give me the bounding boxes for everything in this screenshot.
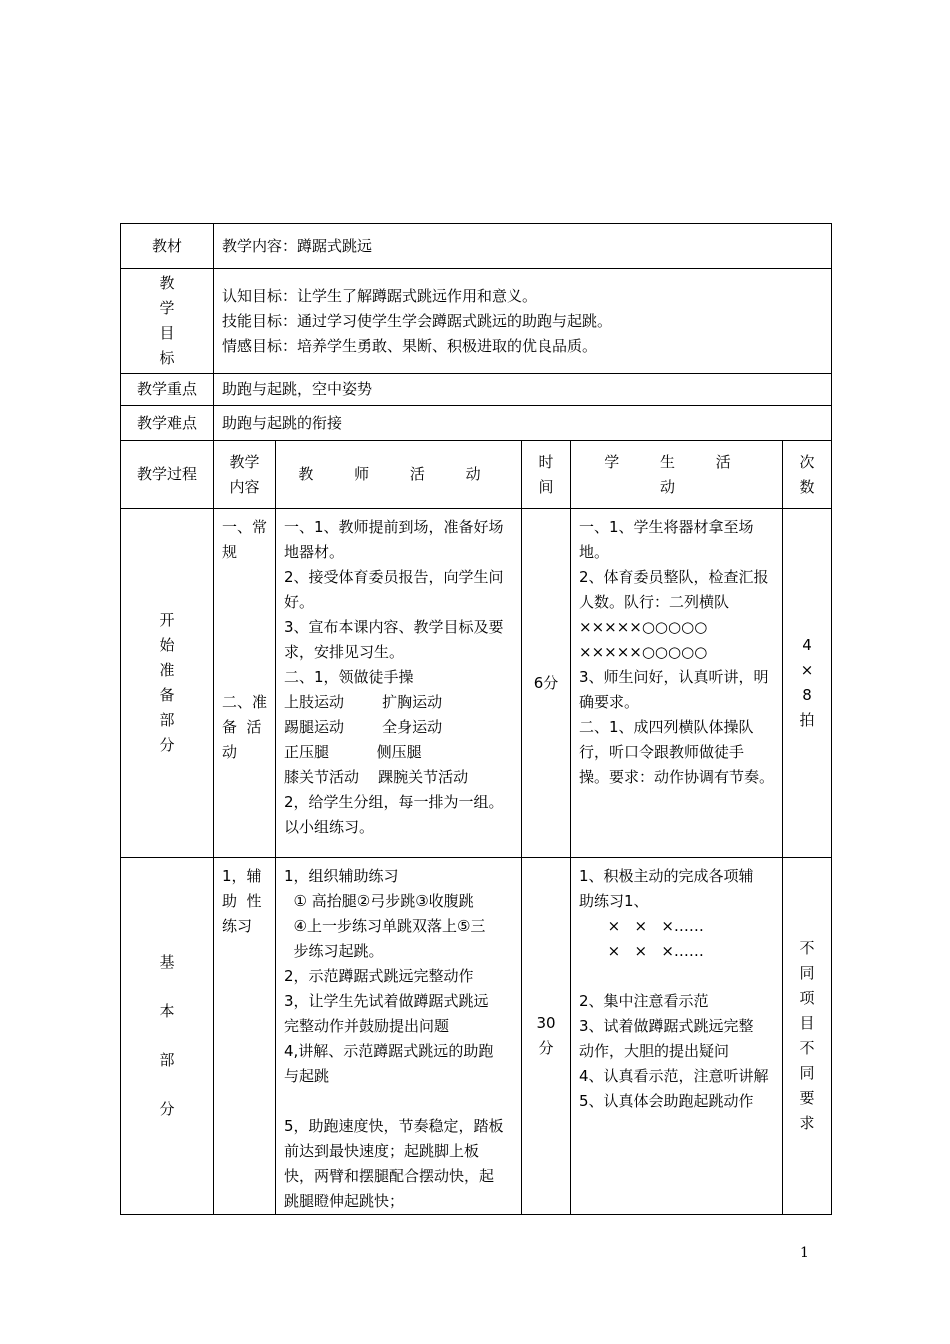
student-activity-line: 一、1、学生将器材拿至场 (579, 518, 754, 536)
lesson-plan-table (120, 223, 832, 1215)
student-activity-line: 操。要求：动作协调有节奏。 (579, 768, 775, 786)
basic-count-char: 目 (799, 1014, 815, 1032)
opening-section-label (121, 509, 214, 858)
teacher-activity-line: 前达到最快速度；起跳脚上板 (284, 1142, 480, 1160)
goal-line: 情感目标：培养学生勇敢、果断、积极进取的优良品质。 (222, 336, 598, 355)
basic-time-char: 分 (538, 1039, 554, 1057)
time-header (522, 441, 571, 509)
student-activity-line: 确要求。 (579, 693, 640, 711)
basic-count-char: 同 (799, 1064, 815, 1082)
difficulty-content: 助跑与起跳的衔接 (214, 406, 832, 441)
opening-count-char: 4 (802, 636, 812, 654)
teacher-activity-line: ④上一步练习单跳双落上⑤三 (284, 917, 486, 935)
teacher-activity-line: 上肢运动 扩胸运动 (284, 693, 443, 711)
basic-label-char: 本 (159, 1002, 175, 1020)
teacher-activity-line: 一、1、教师提前到场，准备好场 (284, 518, 504, 536)
student-activity-line: 2、体育委员整队，检查汇报 (579, 568, 769, 586)
student-activity-line: × × ×…… (579, 942, 704, 960)
student-activity-line: ×××××○○○○○ (579, 643, 708, 661)
focus-content: 助跑与起跳，空中姿势 (214, 374, 832, 406)
teacher-activity-line: 3，让学生先试着做蹲踞式跳远 (284, 992, 489, 1010)
student-activity-line: 助练习1、 (579, 892, 649, 910)
opening-teacher-activity (276, 509, 522, 858)
teacher-activity-line: 与起跳 (284, 1067, 330, 1085)
teacher-activity-line: 膝关节活动 踝腕关节活动 (284, 768, 469, 786)
student-activity-line: 行，听口令跟教师做徒手 (579, 743, 745, 761)
goal-line: 认知目标：让学生了解蹲踞式跳远作用和意义。 (222, 286, 538, 305)
focus-label: 教学重点 (121, 374, 214, 406)
basic-count-char: 求 (799, 1114, 815, 1132)
teacher-activity-line: 好。 (284, 593, 315, 611)
basic-teacher-activity (276, 858, 522, 1215)
student-activity-line: 3、试着做蹲踞式跳远完整 (579, 1017, 754, 1035)
teacher-activity-line: 1，组织辅助练习 (284, 867, 399, 885)
student-activity-line: ×××××○○○○○ (579, 618, 708, 636)
student-activity-line: 3、师生问好，认真听讲，明 (579, 668, 769, 686)
goals-row (121, 269, 832, 374)
opening-student-activity (571, 509, 783, 858)
teacher-activity-line: 二、1，领做徒手操 (284, 668, 414, 686)
page-number: 1 (800, 1245, 809, 1261)
opening-label-char: 开 (159, 611, 175, 629)
teacher-activity-line: 步练习起跳。 (284, 942, 384, 960)
opening-section-content (214, 509, 276, 858)
teacher-activity-line: 以小组练习。 (284, 818, 375, 836)
basic-count-char: 不 (799, 939, 815, 957)
opening-count-char: 拍 (799, 711, 815, 729)
count-header (783, 441, 832, 509)
content-header-char: 内容 (229, 477, 260, 496)
student-activity-line: 5、认真体会助跑起跳动作 (579, 1092, 754, 1110)
opening-label-char: 部 (159, 711, 175, 729)
student-activity-line: 二、1、成四列横队体操队 (579, 718, 754, 736)
goals-label-char: 学 (159, 299, 175, 317)
goal-line: 技能目标：通过学习使学生学会蹲踞式跳远的助跑与起跳。 (222, 311, 613, 330)
time-header-char: 间 (538, 477, 554, 496)
goals-label-char: 标 (159, 349, 175, 367)
basic-section-label (121, 858, 214, 1215)
basic-section-row (121, 858, 832, 1215)
process-header: 教学过程 (121, 441, 214, 509)
student-activity-line: 人数。队行：二列横队 (579, 593, 730, 611)
student-activity-line: 4、认真看示范，注意听讲解 (579, 1067, 769, 1085)
teacher-activity-line: 4,讲解、示范蹲踞式跳远的助跑 (284, 1042, 494, 1060)
goals-label-char: 目 (159, 324, 175, 342)
goals-content (214, 269, 832, 374)
teacher-activity-line: 跳腿瞪伸起跳快； (284, 1192, 405, 1210)
basic-label-char: 分 (159, 1100, 175, 1118)
basic-count-char: 项 (799, 989, 815, 1007)
opening-label-char: 分 (159, 736, 175, 754)
opening-content-line: 一、常 (222, 518, 268, 536)
basic-content-line: 助 性 (222, 892, 262, 910)
opening-label-char: 始 (159, 636, 175, 654)
goals-label-char: 教 (159, 274, 175, 292)
teacher-activity-line: 求，安排见习生。 (284, 643, 405, 661)
student-activity-line: 地。 (579, 543, 610, 561)
basic-student-activity (571, 858, 783, 1215)
difficulty-label: 教学难点 (121, 406, 214, 441)
student-activity-line (579, 964, 774, 989)
basic-time-char: 30 (536, 1014, 556, 1032)
count-header-char: 次 (799, 452, 815, 471)
material-content: 教学内容：蹲踞式跳远 (214, 224, 832, 269)
process-header-row (121, 441, 832, 509)
opening-label-char: 备 (159, 686, 175, 704)
basic-section-content (214, 858, 276, 1215)
student-activity-line: 2、集中注意看示范 (579, 992, 709, 1010)
basic-count-char: 要 (799, 1089, 815, 1107)
student-activity-line: 动作，大胆的提出疑问 (579, 1042, 730, 1060)
basic-label-char: 基 (159, 953, 175, 971)
goals-label (121, 269, 214, 374)
teacher-activity-line: 5，助跑速度快，节奏稳定，踏板 (284, 1117, 504, 1135)
basic-count (783, 858, 832, 1215)
student-activity-line: × × ×…… (579, 917, 704, 935)
opening-count-char: 8 (802, 686, 812, 704)
opening-label-char: 准 (159, 661, 175, 679)
opening-count-char: × (800, 661, 814, 679)
teacher-activity-line (284, 1089, 513, 1114)
teacher-activity-line: 踢腿运动 全身运动 (284, 718, 443, 736)
content-header-char: 教学 (229, 452, 260, 471)
teacher-activity-line: 2、接受体育委员报告，向学生问 (284, 568, 504, 586)
teacher-activity-line: ① 高抬腿②弓步跳③收腹跳 (284, 892, 474, 910)
material-row (121, 224, 832, 269)
teacher-activity-line: 正压腿 侧压腿 (284, 743, 422, 761)
opening-content-line: 备 活 (222, 718, 262, 736)
teacher-activity-line: 地器材。 (284, 543, 345, 561)
opening-time: 6分 (522, 509, 571, 858)
opening-content-line: 动 (222, 743, 238, 761)
basic-time (522, 858, 571, 1215)
basic-count-char: 不 (799, 1039, 815, 1057)
teacher-activity-line: 完整动作并鼓励提出问题 (284, 1017, 450, 1035)
basic-count-char: 同 (799, 964, 815, 982)
time-header-char: 时 (538, 452, 554, 471)
basic-content-line: 练习 (222, 917, 253, 935)
opening-section-row (121, 509, 832, 858)
opening-content-line: 二、准 (222, 693, 268, 711)
teacher-activity-line: 2，给学生分组，每一排为一组。 (284, 793, 504, 811)
opening-content-line: 规 (222, 543, 238, 561)
teacher-activity-line: 2，示范蹲踞式跳远完整动作 (284, 967, 474, 985)
teacher-activity-header: 教 师 活 动 (276, 441, 522, 509)
basic-label-char: 部 (159, 1051, 175, 1069)
material-label: 教材 (121, 224, 214, 269)
opening-count (783, 509, 832, 858)
teacher-activity-line: 3、宣布本课内容、教学目标及要 (284, 618, 504, 636)
difficulty-row (121, 406, 832, 441)
student-activity-header: 学 生 活 动 (571, 441, 783, 509)
count-header-char: 数 (799, 477, 815, 496)
content-header (214, 441, 276, 509)
teacher-activity-line: 快，两臂和摆腿配合摆动快，起 (284, 1167, 495, 1185)
basic-content-line: 1，辅 (222, 867, 262, 885)
student-activity-line: 1、积极主动的完成各项辅 (579, 867, 754, 885)
focus-row (121, 374, 832, 406)
